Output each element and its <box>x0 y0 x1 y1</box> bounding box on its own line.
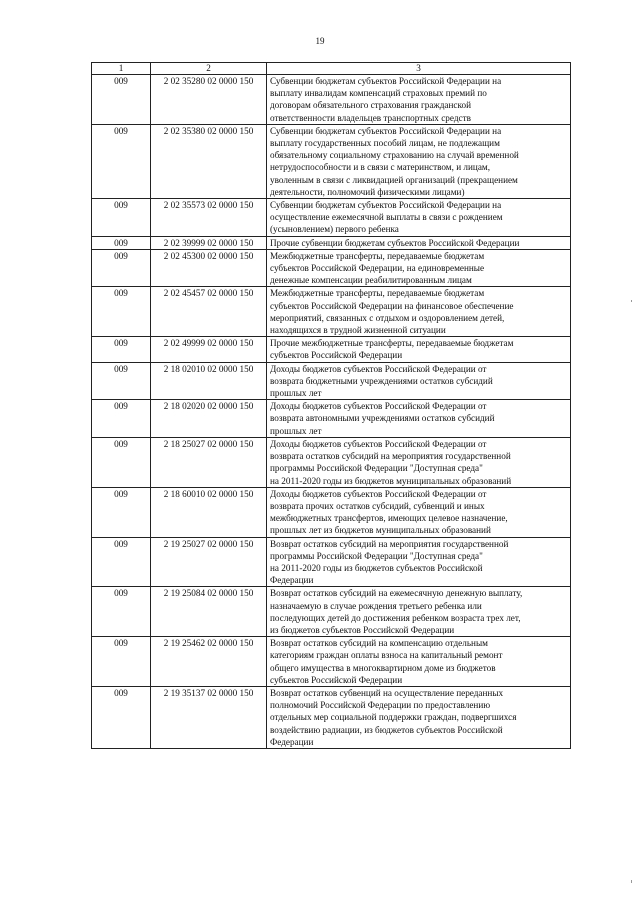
admin-code-cell: 009 <box>92 437 151 487</box>
income-code-cell: 2 18 02020 02 0000 150 <box>151 400 267 438</box>
description-line: программы Российской Федерации "Доступная среда" <box>270 550 483 561</box>
description-cell <box>267 236 571 249</box>
description-line: возврата бюджетными учреждениями остатков субсидий <box>270 375 493 386</box>
table-row <box>92 249 571 287</box>
description-line: уволенным в связи с ликвидацией организаций (прекращением <box>270 174 518 185</box>
description-line: осуществление ежемесячной выплаты в связи с рождением <box>270 212 503 223</box>
description-line: Доходы бюджетов субъектов Российской Федерации от <box>270 438 487 449</box>
description-line: находящихся в трудной жизненной ситуации <box>270 325 446 336</box>
income-code-cell: 2 18 60010 02 0000 150 <box>151 487 267 537</box>
description-line: деятельности, полномочий физическими лицами) <box>270 186 465 197</box>
description-line: Возврат остатков субсидий на мероприятия государственной <box>270 538 509 549</box>
table-row <box>92 287 571 337</box>
admin-code-cell: 009 <box>92 400 151 438</box>
description-line: Доходы бюджетов субъектов Российской Федерации от <box>270 401 487 412</box>
column-header-3: 3 <box>267 63 571 75</box>
scan-margin-mark <box>631 300 632 302</box>
description-line: Прочие субвенции бюджетам субъектов Российской Федерации <box>270 237 520 248</box>
income-code-cell: 2 02 35280 02 0000 150 <box>151 75 267 125</box>
description-cell <box>267 400 571 438</box>
description-line: Субвенции бюджетам субъектов Российской Федерации на <box>270 200 502 211</box>
income-code-cell: 2 19 25027 02 0000 150 <box>151 537 267 587</box>
description-line: Субвенции бюджетам субъектов Российской Федерации на <box>270 76 502 86</box>
income-code-cell: 2 02 45300 02 0000 150 <box>151 249 267 287</box>
income-code-cell: 2 19 25462 02 0000 150 <box>151 637 267 687</box>
table-row <box>92 362 571 400</box>
description-cell <box>267 537 571 587</box>
table-row <box>92 686 571 748</box>
table-row <box>92 487 571 537</box>
description-line: Субвенции бюджетам субъектов Российской Федерации на <box>270 125 502 136</box>
description-cell <box>267 337 571 362</box>
table-row <box>92 236 571 249</box>
description-cell <box>267 287 571 337</box>
table-row <box>92 199 571 237</box>
table-body <box>92 75 571 749</box>
description-cell <box>267 249 571 287</box>
admin-code-cell: 009 <box>92 236 151 249</box>
description-line: выплату инвалидам компенсаций страховых премий по <box>270 88 487 99</box>
description-line: денежные компенсации реабилитированным лицам <box>270 275 472 286</box>
description-line: Межбюджетные трансферты, передаваемые бюджетам <box>270 288 485 299</box>
description-line: выплату государственных пособий лицам, не подлежащим <box>270 138 500 149</box>
description-cell <box>267 199 571 237</box>
description-line: межбюджетных трансфертов, имеющих целевое назначение, <box>270 513 508 524</box>
table-row <box>92 637 571 687</box>
description-line: прошлых лет из бюджетов муниципальных образований <box>270 525 491 536</box>
description-cell <box>267 362 571 400</box>
description-line: возврата прочих остатков субсидий, субвенций и иных <box>270 500 485 511</box>
description-cell <box>267 437 571 487</box>
income-code-cell: 2 18 02010 02 0000 150 <box>151 362 267 400</box>
description-line: Прочие межбюджетные трансферты, передаваемые бюджетам <box>270 338 514 349</box>
description-line: ответственности владельцев транспортных средств <box>270 112 471 123</box>
description-line: Федерации <box>270 736 314 747</box>
description-line: Межбюджетные трансферты, передаваемые бюджетам <box>270 250 485 261</box>
admin-code-cell: 009 <box>92 249 151 287</box>
description-cell <box>267 75 571 125</box>
description-line: прошлых лет <box>270 388 322 399</box>
description-line: нетрудоспособности и в связи с материнством, и лицам, <box>270 162 491 173</box>
description-line: мероприятий, связанных с отдыхом и оздоровлением детей, <box>270 312 505 323</box>
table-header-row <box>92 63 571 75</box>
description-line: обязательному социальному страхованию на случай временной <box>270 150 519 161</box>
admin-code-cell: 009 <box>92 362 151 400</box>
description-line: на 2011-2020 годы из бюджетов субъектов Российской <box>270 562 483 573</box>
description-line: Доходы бюджетов субъектов Российской Федерации от <box>270 488 487 499</box>
description-line: общего имущества в многоквартирном доме из бюджетов <box>270 662 496 673</box>
table-row <box>92 437 571 487</box>
admin-code-cell: 009 <box>92 124 151 198</box>
description-line: воздействию радиации, из бюджетов субъектов Российской <box>270 724 503 735</box>
description-line: субъектов Российской Федерации <box>270 674 403 685</box>
description-line: на 2011-2020 годы из бюджетов муниципальных образований <box>270 475 512 486</box>
description-line: категориям граждан оплаты взноса на капитальный ремонт <box>270 650 503 661</box>
description-line: прошлых лет <box>270 425 322 436</box>
column-header-2: 2 <box>151 63 267 75</box>
table-row <box>92 537 571 587</box>
description-cell <box>267 487 571 537</box>
description-line: Федерации <box>270 575 314 586</box>
admin-code-cell: 009 <box>92 487 151 537</box>
scan-margin-mark <box>631 880 632 883</box>
description-line: последующих детей до достижения ребенком возраста трех лет, <box>270 612 521 623</box>
description-cell <box>267 124 571 198</box>
description-line: (усыновлением) первого ребенка <box>270 224 399 235</box>
description-line: возврата остатков субсидий на мероприятия государственной <box>270 451 511 462</box>
description-line: полномочий Российской Федерации по предоставлению <box>270 700 491 711</box>
income-code-cell: 2 02 39999 02 0000 150 <box>151 236 267 249</box>
description-line: Возврат остатков субсидий на ежемесячную денежную выплату, <box>270 588 523 599</box>
admin-code-cell: 009 <box>92 637 151 687</box>
income-code-cell: 2 02 35573 02 0000 150 <box>151 199 267 237</box>
description-line: Доходы бюджетов субъектов Российской Федерации от <box>270 363 487 374</box>
description-line: Возврат остатков субвенций на осуществление переданных <box>270 687 504 698</box>
income-code-cell: 2 02 45457 02 0000 150 <box>151 287 267 337</box>
income-code-cell: 2 02 49999 02 0000 150 <box>151 337 267 362</box>
table-row <box>92 587 571 637</box>
description-line: программы Российской Федерации "Доступная среда" <box>270 463 483 474</box>
income-code-cell: 2 02 35380 02 0000 150 <box>151 124 267 198</box>
description-cell <box>267 637 571 687</box>
admin-code-cell: 009 <box>92 75 151 125</box>
table-row <box>92 75 571 125</box>
description-cell <box>267 686 571 748</box>
admin-code-cell: 009 <box>92 287 151 337</box>
budget-codes-table <box>91 62 571 749</box>
table-row <box>92 337 571 362</box>
table-row <box>92 124 571 198</box>
description-line: из бюджетов субъектов Российской Федерации <box>270 624 455 635</box>
income-code-cell: 2 19 35137 02 0000 150 <box>151 686 267 748</box>
description-line: субъектов Российской Федерации, на единовременные <box>270 263 485 274</box>
admin-code-cell: 009 <box>92 587 151 637</box>
description-line: возврата автономными учреждениями остатков субсидий <box>270 413 495 424</box>
description-line: Возврат остатков субсидий на компенсацию отдельным <box>270 638 488 649</box>
column-header-1: 1 <box>92 63 151 75</box>
admin-code-cell: 009 <box>92 337 151 362</box>
description-cell <box>267 587 571 637</box>
admin-code-cell: 009 <box>92 537 151 587</box>
page-number: 19 <box>315 36 325 46</box>
admin-code-cell: 009 <box>92 199 151 237</box>
description-line: субъектов Российской Федерации на финансовое обеспечение <box>270 300 514 311</box>
description-line: назначаемую в случае рождения третьего ребенка или <box>270 600 482 611</box>
income-code-cell: 2 19 25084 02 0000 150 <box>151 587 267 637</box>
description-line: отдельных мер социальной поддержки граждан, подвергшихся <box>270 712 517 723</box>
income-code-cell: 2 18 25027 02 0000 150 <box>151 437 267 487</box>
description-line: субъектов Российской Федерации <box>270 350 403 361</box>
description-line: договорам обязательного страхования гражданской <box>270 100 472 111</box>
table-row <box>92 400 571 438</box>
admin-code-cell: 009 <box>92 686 151 748</box>
